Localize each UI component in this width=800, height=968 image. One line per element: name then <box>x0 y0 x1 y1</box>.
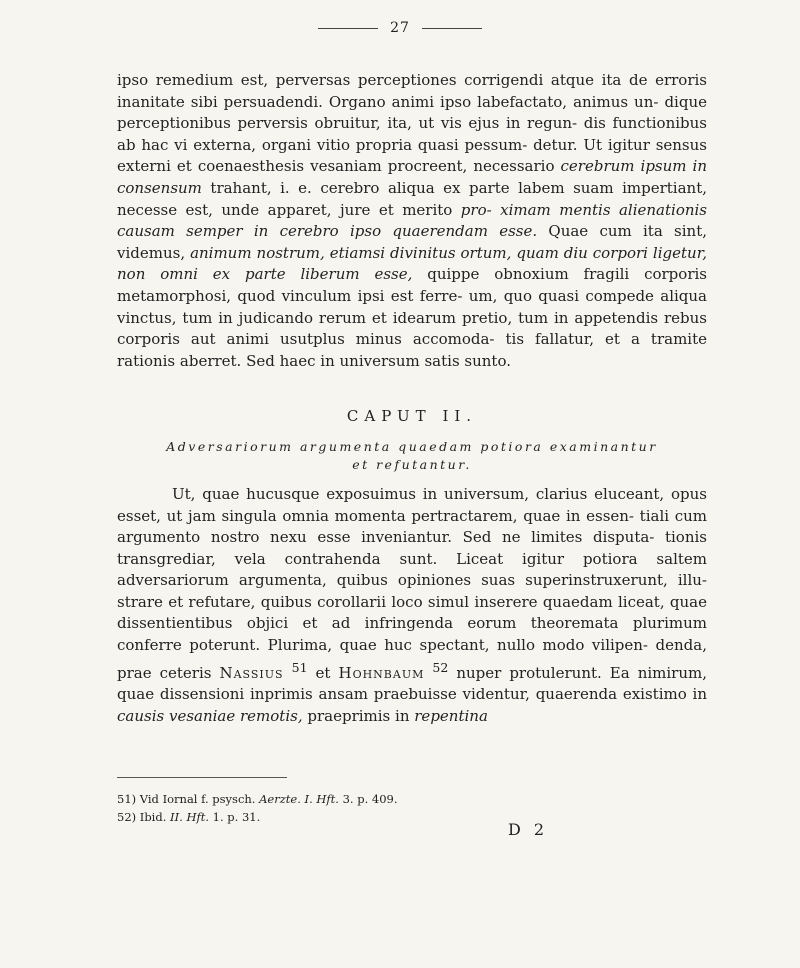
author-name: Hohnbaum <box>338 663 425 682</box>
subtitle-line-2: et refutantur. <box>352 456 472 472</box>
text-run: Ut, quae hucusque exposuimus in universum, clarius eluceant, opus esset, ut jam singula omnia momenta pertractarem, quae in essen- tiali cum argumento nostro nexu esse inveniantur. Sed ne limites disputa- tionis transgrediar, vela contrahenda sunt. Liceat igitur potiora saltem adversariorum argumenta, quibus opiniones suas superinstruxerunt, illu- strare et refutare, quibus corollarii loco simul inserere quaedam liceat, quae dissentientibus objici et ad infringenda eorum theoremata plurimum conferre poterunt. Plurima, quae huc spectant, nullo modo vilipen- denda, prae ceteris <box>117 484 707 682</box>
header-rule-right <box>422 28 482 29</box>
footnote-text: Ibid. <box>139 810 167 824</box>
text-run: quippe obnoxium fragili corporis metamorphosi, quod vinculum ipsi est ferre- um, quo quasi compede aliqua vinctus, tum in judicando rerum et idearum pretio, tum in appetendis rebus corporis aut animi usutplus minus accomoda- tis fallatur, et a tramite rationis aberret. Sed haec in universum satis sunto. <box>117 265 707 370</box>
author-name: Nassius <box>219 663 284 682</box>
text-run: nuper protulerunt. Ea nimirum, quae dissensioni inprimis ansam praebuisse videntur, quaerenda existimo in <box>117 663 707 704</box>
main-text <box>117 70 707 727</box>
chapter-subtitle <box>117 438 707 474</box>
footnote-number: 52) <box>117 810 137 824</box>
footnote-text: Vid Iornal f. psysch. <box>139 792 256 806</box>
page-header <box>0 20 800 36</box>
italic-run: pro- ximam mentis alienationis causam semper in cerebro ipso quaerendam esse. <box>117 200 708 241</box>
footnote-text: 1. p. 31. <box>212 810 261 824</box>
header-rule-left <box>318 28 378 29</box>
italic-run: causis vesaniae remotis, <box>117 706 303 725</box>
footnote-number: 51) <box>117 792 137 806</box>
footnote-ref[interactable]: 51 <box>291 659 308 675</box>
paragraph-2 <box>117 484 707 728</box>
text-run: praeprimis in <box>302 706 415 725</box>
text-run: Quae cum ita sint, videmus, <box>117 222 708 262</box>
footnote-divider <box>117 777 287 778</box>
footnote-52 <box>117 808 707 826</box>
footnote-italic: Aerzte. I. Hft. <box>259 792 339 806</box>
italic-run: cerebrum ipsum in consensum <box>117 157 708 197</box>
subtitle-line-1: Adversariorum argumenta quaedam potiora examinantur <box>166 438 658 454</box>
signature-mark: D 2 <box>508 820 549 839</box>
text-run: ipso remedium est, perversas perceptiones corrigendi atque ita de erroris inanitate sibi persuadendi. Organo animi ipso labefactato, animus un- dique perceptionibus perversis obruitur, ita, ut vis ejus in regun- dis functionibus ab hac vi externa, organi vitio propria quasi pessum- detur. Ut igitur sensus externi et coenaesthesis vesaniam procreent, necessario <box>117 71 707 176</box>
text-run: trahant, i. e. cerebro aliqua ex parte labem suam impertiant, necesse est, unde apparet, jure et merito <box>117 178 707 219</box>
paragraph-1 <box>117 70 707 372</box>
footnotes <box>117 790 707 826</box>
text-run: et <box>307 663 339 682</box>
italic-run: repentina <box>414 706 488 725</box>
italic-run: animum nostrum, etiamsi divinitus ortum, quam diu corpori ligetur, non omni ex parte liberum esse, <box>117 243 707 284</box>
footnote-italic: II. Hft. <box>170 810 210 824</box>
footnote-51 <box>117 790 707 808</box>
page-number: 27 <box>390 20 410 36</box>
footnote-text: 3. p. 409. <box>342 792 398 806</box>
chapter-heading: CAPUT II. <box>346 407 478 426</box>
footnote-ref[interactable]: 52 <box>432 659 449 675</box>
